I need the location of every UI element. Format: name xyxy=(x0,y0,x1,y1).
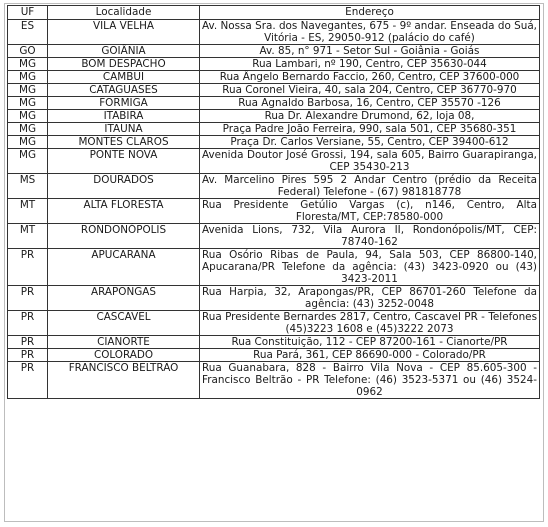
header-localidade: Localidade xyxy=(48,6,200,20)
cell-uf: MG xyxy=(8,97,48,110)
table-row xyxy=(8,286,540,311)
table-row xyxy=(8,110,540,123)
cell-endereco: Rua Ângelo Bernardo Faccio, 260, Centro, CEP 37600-000 xyxy=(200,71,540,84)
cell-endereco: Praça Dr. Carlos Versiane, 55, Centro, CEP 39400-612 xyxy=(200,136,540,149)
header-endereco: Endereço xyxy=(200,6,540,20)
cell-uf: MG xyxy=(8,110,48,123)
table-row xyxy=(8,58,540,71)
cell-localidade: COLORADO xyxy=(48,349,200,362)
table-row xyxy=(8,249,540,286)
cell-endereco: Rua Guanabara, 828 - Bairro Vila Nova - CEP 85.605-300 - Francisco Beltrão - PR Telefone: (46) 3523-5371 ou (46) 3524-0962 xyxy=(200,362,540,399)
cell-uf: PR xyxy=(8,336,48,349)
cell-localidade: CATAGUASES xyxy=(48,84,200,97)
cell-endereco: Av. Nossa Sra. dos Navegantes, 675 - 9º andar. Enseada do Suá, Vitória - ES, 29050-912 (palácio do café) xyxy=(200,20,540,45)
cell-localidade: VILA VELHA xyxy=(48,20,200,45)
cell-localidade: ITABIRA xyxy=(48,110,200,123)
table-row xyxy=(8,97,540,110)
table-row xyxy=(8,349,540,362)
cell-localidade: ALTA FLORESTA xyxy=(48,199,200,224)
cell-localidade: RONDONÓPOLIS xyxy=(48,224,200,249)
cell-uf: MG xyxy=(8,123,48,136)
cell-uf: MG xyxy=(8,58,48,71)
cell-uf: MG xyxy=(8,71,48,84)
table-row xyxy=(8,311,540,336)
cell-localidade: ITAUNA xyxy=(48,123,200,136)
cell-localidade: CASCAVEL xyxy=(48,311,200,336)
cell-localidade: PONTE NOVA xyxy=(48,149,200,174)
cell-uf: PR xyxy=(8,286,48,311)
cell-localidade: FRANCISCO BELTRÃO xyxy=(48,362,200,399)
table-row xyxy=(8,174,540,199)
cell-localidade: BOM DESPACHO xyxy=(48,58,200,71)
header-uf: UF xyxy=(8,6,48,20)
cell-localidade: CIANORTE xyxy=(48,336,200,349)
cell-endereco: Praça Padre João Ferreira, 990, sala 501, CEP 35680-351 xyxy=(200,123,540,136)
table-row xyxy=(8,20,540,45)
cell-uf: PR xyxy=(8,249,48,286)
cell-uf: MG xyxy=(8,84,48,97)
table-row xyxy=(8,149,540,174)
cell-endereco: Rua Osório Ribas de Paula, 94, Sala 503, CEP 86800-140, Apucarana/PR Telefone da agência: (43) 3423-0920 ou (43) 3423-2011 xyxy=(200,249,540,286)
cell-uf: MT xyxy=(8,224,48,249)
cell-endereco: Avenida Doutor José Grossi, 194, sala 605, Bairro Guarapiranga, CEP 35430-213 xyxy=(200,149,540,174)
header-row xyxy=(8,6,540,20)
table-row xyxy=(8,123,540,136)
cell-localidade: DOURADOS xyxy=(48,174,200,199)
cell-endereco: Av. 85, n° 971 - Setor Sul - Goiânia - Goiás xyxy=(200,45,540,58)
cell-localidade: ARAPONGAS xyxy=(48,286,200,311)
cell-localidade: APUCARANA xyxy=(48,249,200,286)
cell-uf: PR xyxy=(8,311,48,336)
cell-localidade: GOIÂNIA xyxy=(48,45,200,58)
table-row xyxy=(8,136,540,149)
table-row xyxy=(8,45,540,58)
table-row xyxy=(8,84,540,97)
cell-uf: PR xyxy=(8,362,48,399)
cell-endereco: Rua Lambari, nº 190, Centro, CEP 35630-044 xyxy=(200,58,540,71)
table-row xyxy=(8,362,540,399)
table-row xyxy=(8,336,540,349)
cell-endereco: Rua Coronel Vieira, 40, sala 204, Centro, CEP 36770-970 xyxy=(200,84,540,97)
cell-endereco: Rua Presidente Getúlio Vargas (c), n146, Centro, Alta Floresta/MT, CEP:78580-000 xyxy=(200,199,540,224)
cell-uf: MG xyxy=(8,136,48,149)
cell-endereco: Rua Presidente Bernardes 2817, Centro, Cascavel PR - Telefones (45)3223 1608 e (45)3222 2073 xyxy=(200,311,540,336)
cell-endereco: Rua Pará, 361, CEP 86690-000 - Colorado/PR xyxy=(200,349,540,362)
table-row xyxy=(8,71,540,84)
cell-endereco: Rua Harpia, 32, Arapongas/PR, CEP 86701-260 Telefone da agência: (43) 3252-0048 xyxy=(200,286,540,311)
cell-endereco: Av. Marcelino Pires 595 2 Andar Centro (prédio da Receita Federal) Telefone - (67) 981818778 xyxy=(200,174,540,199)
table-row xyxy=(8,224,540,249)
cell-uf: MT xyxy=(8,199,48,224)
agencies-table xyxy=(7,5,540,399)
cell-localidade: MONTES CLAROS xyxy=(48,136,200,149)
cell-localidade: FORMIGA xyxy=(48,97,200,110)
cell-endereco: Rua Dr. Alexandre Drumond, 62, loja 08, xyxy=(200,110,540,123)
table-row xyxy=(8,199,540,224)
cell-uf: MS xyxy=(8,174,48,199)
cell-endereco: Rua Agnaldo Barbosa, 16, Centro, CEP 35570 -126 xyxy=(200,97,540,110)
cell-localidade: CAMBUI xyxy=(48,71,200,84)
cell-uf: GO xyxy=(8,45,48,58)
cell-uf: PR xyxy=(8,349,48,362)
cell-endereco: Rua Constituição, 112 - CEP 87200-161 - Cianorte/PR xyxy=(200,336,540,349)
cell-uf: ES xyxy=(8,20,48,45)
cell-uf: MG xyxy=(8,149,48,174)
cell-endereco: Avenida Lions, 732, Vila Aurora II, Rondonópolis/MT, CEP: 78740-162 xyxy=(200,224,540,249)
